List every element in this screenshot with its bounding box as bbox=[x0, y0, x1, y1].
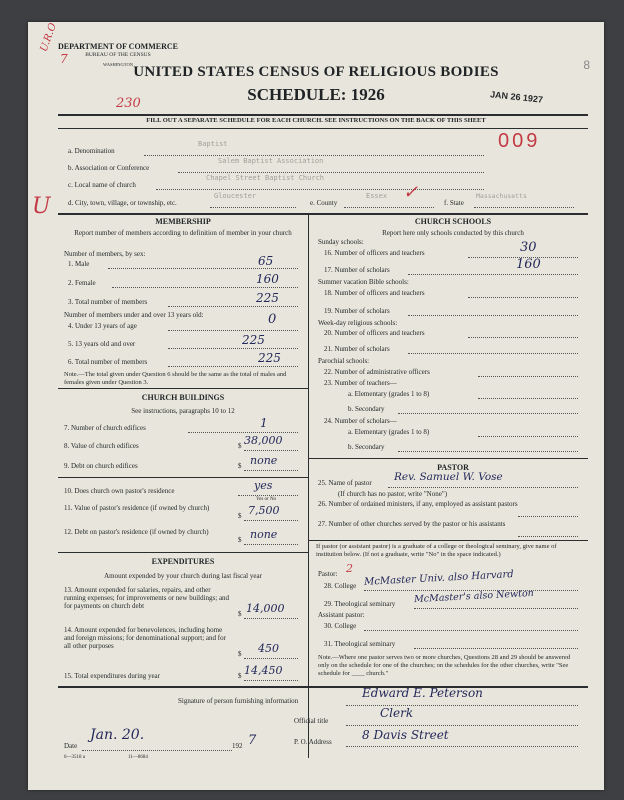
year-prefix: 192 bbox=[232, 742, 243, 750]
edifices-debt-label: 9. Debt on church edifices bbox=[64, 462, 138, 470]
total-members-2-value: 225 bbox=[258, 351, 281, 365]
form-number: 6—3518 a bbox=[64, 755, 85, 760]
signature-value: Edward E. Peterson bbox=[362, 686, 483, 700]
summer-label: Summer vacation Bible schools: bbox=[318, 278, 409, 286]
date-label: Date bbox=[64, 742, 78, 750]
teachers-elementary-label: a. Elementary (grades 1 to 8) bbox=[348, 390, 430, 398]
asst-seminary-label: 31. Theological seminary bbox=[324, 640, 396, 648]
city-value: Gloucester bbox=[214, 192, 257, 200]
seminary-label: 29. Theological seminary bbox=[324, 600, 396, 608]
under-13-value: 0 bbox=[268, 312, 277, 327]
denomination-value: Baptist bbox=[198, 140, 228, 148]
buildings-sub: See instructions, paragraphs 10 to 12 bbox=[131, 407, 235, 415]
state-value: Massachusetts bbox=[476, 192, 527, 200]
city-name: WASHINGTON bbox=[103, 62, 133, 67]
schedule-title: SCHEDULE: 1926 bbox=[247, 85, 385, 104]
county-label: e. County bbox=[310, 199, 338, 207]
edifices-count-label: 7. Number of church edifices bbox=[64, 424, 146, 432]
membership-heading: MEMBERSHIP bbox=[155, 217, 211, 226]
pastor-note: Note.—Where one pastor serves two or more churches, Questions 28 and 29 should be answered only on the schedule for one of the churches; on the schedules for the other churches, write "See schedule for ____ church." bbox=[318, 654, 570, 677]
female-label: 2. Female bbox=[68, 279, 96, 287]
county-value: Essex bbox=[366, 192, 388, 200]
admin-officers-label: 22. Number of administrative officers bbox=[324, 368, 430, 376]
state-label: f. State bbox=[444, 199, 464, 207]
summer-officers-label: 18. Number of officers and teachers bbox=[324, 289, 425, 297]
instruction-line: FILL OUT A SEPARATE SCHEDULE FOR EACH CHURCH. SEE INSTRUCTIONS ON THE BACK OF THIS SHEET bbox=[146, 117, 486, 124]
address-value: 8 Davis Street bbox=[362, 728, 449, 742]
graduate-note: If pastor (or assistant pastor) is a graduate of a college or theological seminary, give name of institution below. (If not a graduate, write "No" in the space indicated.) bbox=[316, 543, 557, 558]
running-expenses-label: 13. Amount expended for salaries, repairs, and other running expenses; for improvements or new buildings; and for payments on church debt bbox=[64, 586, 230, 610]
college-label: 28. College bbox=[324, 582, 357, 590]
pastor-name-label: 25. Name of pastor bbox=[318, 479, 372, 487]
local-name-value: Chapel Street Baptist Church bbox=[206, 174, 325, 182]
address-label: P. O. Address bbox=[294, 738, 332, 746]
received-date-stamp: JAN 26 1927 bbox=[489, 89, 544, 105]
red-check-mark: ✓ bbox=[403, 182, 419, 203]
official-title-value: Clerk bbox=[380, 706, 414, 720]
form-title: UNITED STATES CENSUS OF RELIGIOUS BODIES bbox=[133, 64, 499, 80]
date-value: Jan. 20. bbox=[90, 727, 145, 743]
weekday-officers-label: 20. Number of officers and teachers bbox=[324, 329, 425, 337]
expenditures-sub: Amount expended by your church during last fiscal year bbox=[104, 572, 262, 580]
official-title-label: Official title bbox=[294, 717, 329, 725]
department-name: DEPARTMENT OF COMMERCE bbox=[58, 42, 179, 51]
schools-intro: Report here only schools conducted by this church bbox=[382, 229, 524, 237]
denomination-label: a. Denomination bbox=[68, 147, 115, 155]
summer-scholars-label: 19. Number of scholars bbox=[324, 307, 390, 315]
edifices-debt-value: none bbox=[250, 454, 278, 467]
pastor-red-mark: 2 bbox=[346, 562, 353, 575]
teachers-label: 23. Number of teachers— bbox=[324, 379, 397, 387]
schools-heading: CHURCH SCHOOLS bbox=[414, 217, 492, 226]
running-expenses-value: 14,000 bbox=[246, 602, 285, 615]
residence-value-label: 11. Value of pastor's residence (if owned by church) bbox=[64, 504, 210, 512]
total-members-label: 3. Total number of members bbox=[68, 298, 148, 306]
female-value: 160 bbox=[256, 272, 279, 286]
local-name-label: c. Local name of church bbox=[68, 181, 136, 189]
buildings-heading: CHURCH BUILDINGS bbox=[141, 393, 225, 402]
scholars-secondary-label: b. Secondary bbox=[348, 443, 385, 451]
total-expenditures-label: 15. Total expenditures during year bbox=[64, 672, 160, 680]
teachers-secondary-label: b. Secondary bbox=[348, 405, 385, 413]
male-value: 65 bbox=[258, 254, 274, 268]
pastor-sub-label: Pastor: bbox=[318, 570, 338, 578]
sunday-label: Sunday schools: bbox=[318, 238, 364, 246]
total-members-value: 225 bbox=[256, 291, 279, 305]
left-margin-note-2: 7 bbox=[60, 52, 68, 66]
college-value: McMaster Univ. also Harvard bbox=[363, 569, 514, 588]
sunday-officers-label: 16. Number of officers and teachers bbox=[324, 249, 425, 257]
edifices-value-label: 8. Value of church edifices bbox=[64, 442, 139, 450]
city-label: d. City, town, village, or township, etc. bbox=[68, 199, 177, 207]
by-sex-label: Number of members, by sex: bbox=[64, 250, 146, 258]
weekday-scholars-label: 21. Number of scholars bbox=[324, 345, 390, 353]
scholars-label: 24. Number of scholars— bbox=[324, 417, 397, 425]
association-value: Salem Baptist Association bbox=[218, 157, 324, 165]
expenditures-heading: EXPENDITURES bbox=[151, 557, 215, 566]
year-value: 7 bbox=[248, 733, 257, 748]
membership-note: Note.—The total given under Question 6 should be the same as the total of males and females given under Question 3. bbox=[64, 371, 287, 386]
corner-mark: 8 bbox=[583, 58, 590, 72]
sunday-scholars-label: 17. Number of scholars bbox=[324, 266, 390, 274]
signature-label: Signature of person furnishing information bbox=[178, 697, 299, 705]
sunday-scholars-value: 160 bbox=[516, 257, 541, 272]
code-009: 009 bbox=[498, 130, 541, 152]
over-13-value: 225 bbox=[242, 333, 265, 347]
census-schedule-page: DEPARTMENT OF COMMERCE BUREAU OF THE CENSUS WASHINGTON U.R.O 7 8 UNITED STATES CENSUS OF RELIGIOUS BODIES SCHEDULE: 1926 230 JAN 26 1927 FILL OUT A SEPARATE SCHEDULE FOR EACH CHURCH. SEE INSTRUCTIONS ON THE BACK OF THIS SHEET a. Denomination Baptist 009 b. Association or Conference Salem Baptist Association c. Local name of church Chapel Street Baptist Church U d. City, town, village, or township, etc. Gloucester e. County Essex ✓ f. State Massachusetts MEMBERSHIP Report number of members according to definition of member in your church Number of members, by sex: 1. Male 65 2. Female 160 3. Total number of members 225 Number of members under and over 13 years old: 4. Under 13 years of age 0 5. 13 years old and over 225 6. Total number of members 225 Note.—The total given under Question 6 should be the same as the total of males and females given under Question 3. CHURCH BUILDINGS See instructions, paragraphs 10 to 12 7. Number of church edifices 1 8. Value of church edifices $ 38,000 9. Debt on church edifices $ none 10. Does church own pastor's residence yes Yes or No 11. Value of pastor's residence (if owned by church) $ 7,500 12. Debt on pastor's residence (if owned by church) $ none EXPENDITURES Amount expended by your church during last fiscal year 13. Amount expended for salaries, repairs, and other running expenses; for improvements or new buildings; and for payments on church debt $ 14,000 14. Amount expended for benevolences, including home and foreign missions; for denominational support; and for all other purposes $ 450 15. Total expenditures during year $ 14,450 CHURCH SCHOOLS Report here only schools conducted by this church Sunday schools: 16. Number of officers and teachers 30 17. Number of scholars 160 Summer vacation Bible schools: 18. Number of officers and teachers 19. Number of scholars Week-day religious schools: 20. Number of officers and teachers 21. Number of scholars Parochial schools: 22. Number of administrative officers 23. Number of teachers— a. Elementary (grades 1 to 8) b. Secondary 24. Number of scholars— a. Elementary (grades 1 to 8) b. Secondary PASTOR 25. Name of pastor Rev. Samuel W. Vose (If church has no pastor, write "None") 26. Number of ordained ministers, if any, employed as assistant pastors 27. Number of other churches served by the pastor or his assistants If pastor (or assistant pastor) is a graduate of a college or theological seminary, give name of institution below. (If not a graduate, write "No" in the space indicated.) Pastor: 2 28. College McMaster Univ. also Harvard 29. Theological seminary McMaster's also Newton Assistant pastor: 30. College 31. Theological seminary Note.—Where one pastor serves two or more churches, Questions 28 and 29 should be answered only on the schedule for one of the churches; on the schedules for the other churches, write "See schedule for ____ church." Signature of person furnishing information Edward E. Peterson Official title Clerk Date Jan. 20. 192 7 P. O. Address 8 Davis Street 6—3518 a 11—8684 bbox=[28, 22, 604, 790]
ordained-ministers-label: 26. Number of ordained ministers, if any, employed as assistant pastors bbox=[318, 500, 518, 508]
bureau-name: BUREAU OF THE CENSUS bbox=[85, 52, 151, 58]
edifices-value-value: 38,000 bbox=[244, 434, 283, 447]
under-13-label: 4. Under 13 years of age bbox=[68, 322, 137, 330]
total-expenditures-value: 14,450 bbox=[244, 664, 283, 677]
asst-college-label: 30. College bbox=[324, 622, 357, 630]
benevolences-value: 450 bbox=[258, 642, 279, 655]
total-members-2-label: 6. Total number of members bbox=[68, 358, 148, 366]
pastor-name-note: (If church has no pastor, write "None") bbox=[338, 490, 448, 498]
seminary-value: McMaster's also Newton bbox=[413, 587, 535, 606]
left-margin-note: U.R.O bbox=[38, 21, 60, 54]
pastor-heading: PASTOR bbox=[437, 463, 469, 472]
residence-debt-value: none bbox=[250, 528, 278, 541]
residence-value-value: 7,500 bbox=[248, 504, 280, 517]
residence-debt-label: 12. Debt on pastor's residence (if owned by church) bbox=[64, 528, 209, 536]
sunday-officers-value: 30 bbox=[520, 240, 537, 255]
over-13-label: 5. 13 years old and over bbox=[68, 340, 136, 348]
edifices-count-value: 1 bbox=[260, 416, 268, 430]
other-churches-label: 27. Number of other churches served by the pastor or his assistants bbox=[318, 520, 506, 528]
parochial-label: Parochial schools: bbox=[318, 357, 370, 365]
association-label: b. Association or Conference bbox=[68, 164, 150, 172]
owns-residence-value: yes bbox=[254, 479, 273, 492]
under-over-label: Number of members under and over 13 years old: bbox=[64, 311, 204, 319]
u-mark: U bbox=[32, 194, 51, 219]
weekday-label: Week-day religious schools: bbox=[318, 319, 398, 327]
benevolences-label: 14. Amount expended for benevolences, including home and foreign missions; for denominational support; and for all other purposes bbox=[64, 626, 226, 650]
scholars-elementary-label: a. Elementary (grades 1 to 8) bbox=[348, 428, 430, 436]
yes-no-hint: Yes or No bbox=[256, 497, 277, 502]
pastor-name-value: Rev. Samuel W. Vose bbox=[394, 471, 503, 483]
assistant-pastor-label: Assistant pastor: bbox=[318, 611, 365, 619]
form-number-2: 11—8684 bbox=[128, 755, 148, 760]
handwritten-number-230: 230 bbox=[116, 96, 141, 111]
membership-intro: Report number of members according to definition of member in your church bbox=[74, 229, 292, 237]
male-label: 1. Male bbox=[68, 260, 90, 268]
owns-residence-label: 10. Does church own pastor's residence bbox=[64, 487, 175, 495]
